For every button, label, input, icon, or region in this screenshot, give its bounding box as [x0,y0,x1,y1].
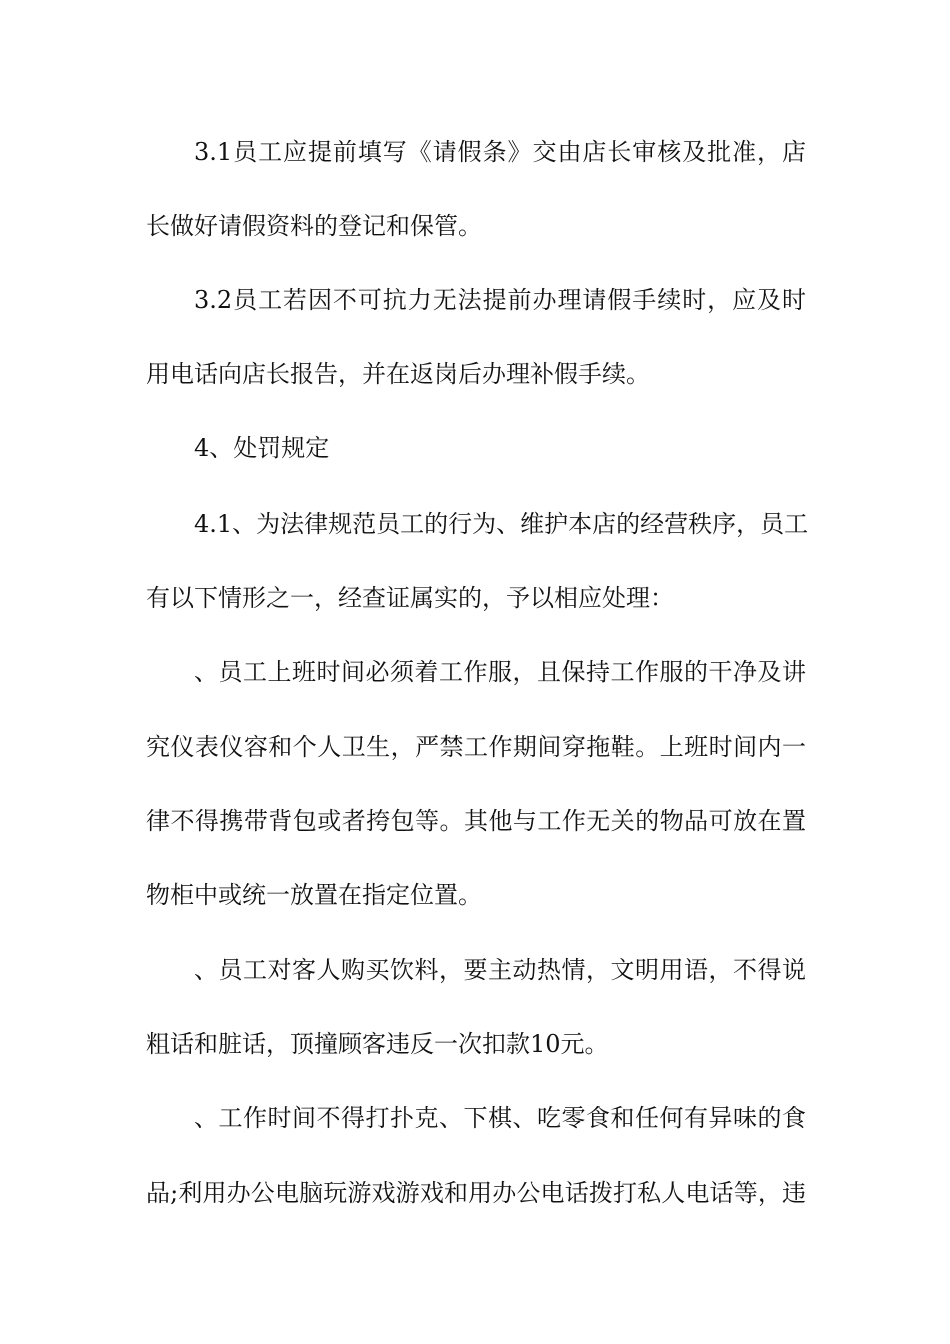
rule-courtesy-line-2: 粗话和脏话，顶撞顾客违反一次扣款10元。 [146,1030,609,1058]
rule-uniform-line-4: 物柜中或统一放置在指定位置。 [146,881,482,909]
rule-uniform-line-1: 、员工上班时间必须着工作服，且保持工作服的干净及讲 [194,658,806,686]
paragraph-3-2-line-1: 3.2员工若因不可抗力无法提前办理请假手续时，应及时 [194,286,806,314]
paragraph-3-1-line-2: 长做好请假资料的登记和保管。 [146,212,482,240]
paragraph-4-1-line-2: 有以下情形之一，经查证属实的，予以相应处理： [146,584,674,612]
rule-courtesy-line-1: 、员工对客人购买饮料，要主动热情，文明用语，不得说 [194,956,806,984]
rule-uniform-line-2: 究仪表仪容和个人卫生，严禁工作期间穿拖鞋。上班时间内一 [146,733,806,761]
paragraph-3-2-line-2: 用电话向店长报告，并在返岗后办理补假手续。 [146,360,650,388]
rule-conduct-line-2: 品;利用办公电脑玩游戏游戏和用办公电话拨打私人电话等，违 [146,1179,806,1207]
paragraph-4-1-line-1: 4.1、为法律规范员工的行为、维护本店的经营秩序，员工 [194,510,809,538]
paragraph-3-1-line-1: 3.1员工应提前填写《请假条》交由店长审核及批准，店 [194,138,806,166]
rule-conduct-line-1: 、工作时间不得打扑克、下棋、吃零食和任何有异味的食 [194,1104,806,1132]
rule-uniform-line-3: 律不得携带背包或者挎包等。其他与工作无关的物品可放在置 [146,807,806,835]
section-heading-penalty: 4、处罚规定 [194,434,330,462]
